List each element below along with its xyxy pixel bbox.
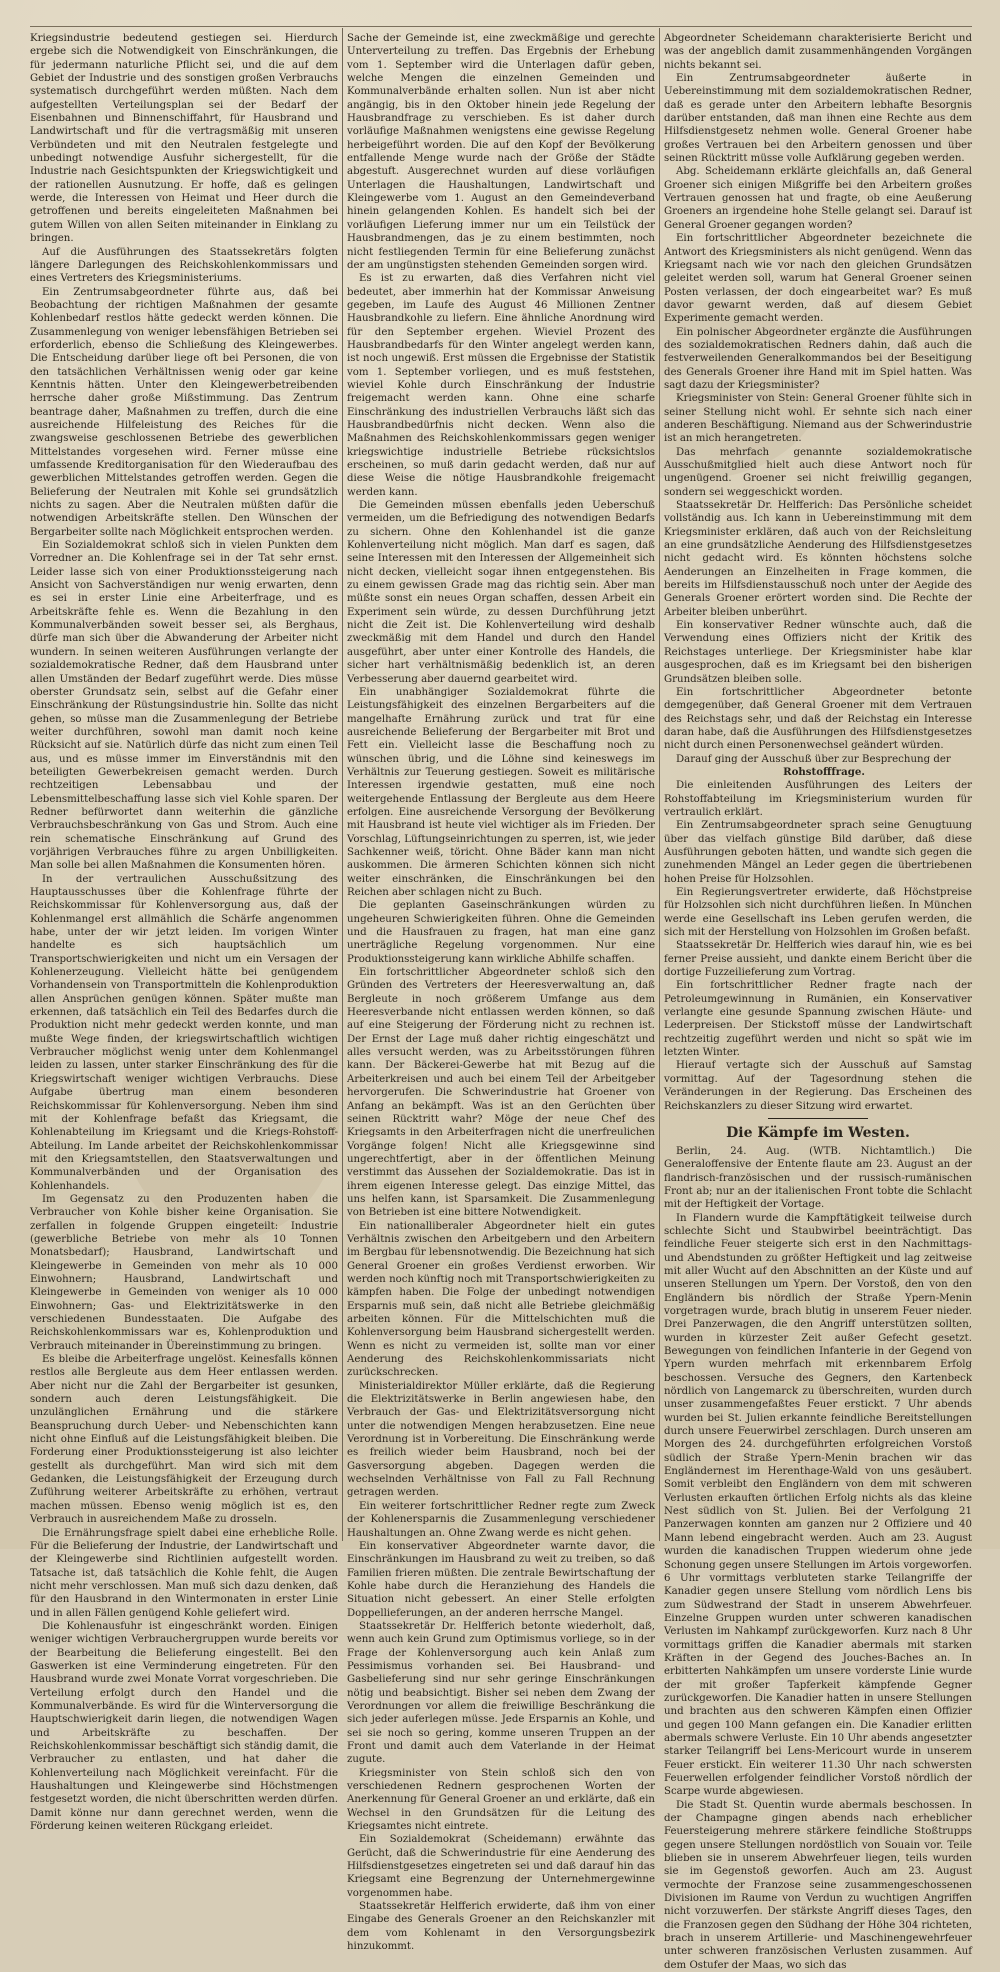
paragraph: Es bleibe die Arbeiterfrage ungelöst. Keinesfalls können restlos alle Bergleute aus dem Heer entlassen werden. Aber nicht nur die Zahl der Bergarbeiter ist gesunken, sondern auch deren Leistungsfähigkeit. Die unzulänglichen Ernährung und die stärkere Beanspruchung durch Ueber- und Nebenschichten kann nicht ohne Einfluß auf die Leistungsfähigkeit bleiben. Die Forderung einer Produktionssteigerung ist also leichter gestellt als durchgeführt. Man wird sich mit dem Gedanken, die Leistungsfähigkeit der Erzeugung durch Zuführung weiterer Arbeitskräfte zu erhöhen, vertraut machen müssen. Ebenso wenig möglich ist es, den Verbrauch in ausreichendem Maße zu drosseln. bbox=[30, 1354, 338, 1526]
paragraph: Staatssekretär Helfferich erwiderte, daß ihm von einer Eingabe des Generals Groener an den Reichskanzler mit dem vom Kohlenamt in den Versorgungsbezirk hinzukommt. bbox=[347, 1901, 655, 1953]
paragraph: Die geplanten Gaseinschränkungen würden zu ungeheuren Schwierigkeiten führen. Ohne die Gemeinden und die Hausfrauen zu fragen, hat man eine ganz unerträgliche Regelung vorgenommen. Nur eine Produktionssteigerung kann wirkliche Abhilfe schaffen. bbox=[347, 900, 655, 965]
paragraph: Ein fortschrittlicher Abgeordneter bezeichnete die Antwort des Kriegsministers als nicht genügend. Wenn das Kriegsamt nach wie vor nach den gleichen Grundsätzen geleitet werden soll, warum hat General Groener seinen Posten verlassen, der doch eingearbeitet war? Es muß davor gewarnt werden, daß auf diesem Gebiet Experimente gemacht werden. bbox=[664, 233, 972, 325]
paragraph: In Flandern wurde die Kampftätigkeit teilweise durch schlechte Sicht und Staubwirbel beeinträchtigt. Das feindliche Feuer steigerte sich erst in den Nachmittags- und Abendstunden zu größter Heftigkeit und lag zeitweise mit aller Wucht auf den Abschnitten an der Küste und auf unseren Stellungen um Ypern. Der Vorstoß, den von den Engländern bis nördlich der Straße Ypern-Menin vorgetragen wurde, brach blutig in unserem Feuer nieder. Drei Panzerwagen, die den Angriff unterstützen sollten, wurden in kürzester Zeit außer Gefecht gesetzt. Bewegungen von feindlichen Infanterie in der Gegend von Ypern wurden mehrfach mit erkennbarem Erfolg beschossen. Versuche des Gegners, den Kartenbeck nördlich von Langemarck zu überschreiten, wurden durch unser zusammengefaßtes Feuer erstickt. 7 Uhr abends wurden bei St. Julien erkannte feindliche Bereitstellungen durch unsere Feuerwirbel zerschlagen. Durch unseren am Morgen des 24. durchgeführten erfolgreichen Vorstoß südlich der Straße Ypern-Menin brachen wir das Engländernest im Herenthage-Wald von uns gesäubert. Somit verbleibt den Engländern von dem mit schweren Verlusten erkauften örtlichen Erfolg nichts als das kleine Nest südlich von St. Julien. Bei der Verfolgung 21 Panzerwagen konnten am ganzen nur 2 Offiziere und 40 Mann lebend eingebracht werden. Auch am 23. August wurden die kanadischen Truppen wiederum ohne jede Schonung gegen unsere Stellungen im Artois vorgeworfen. 6 Uhr vormittags verbluteten starke Teilangriffe der Kanadier gegen unsere Stellung vom nördlich Lens bis zum Südwestrand der Stadt in unserem Abwehrfeuer. Einzelne Gruppen wurden unter schweren kanadischen Verlusten im Nahkampf zurückgeworfen. Kurz nach 8 Uhr vormittags griffen die Kanadier abermals mit starken Kräften in der Gegend des Jouches-Baches an. In erbitterten Nahkämpfen um unsere vorderste Linie wurde der mit großer Tapferkeit kämpfende Gegner zurückgeworfen. Die Kanadier hatten in unsere Stellungen und brachten aus den schweren Kämpfen einen Offizier und gegen 100 Mann gefangen ein. Die Kanadier erlitten abermals schwere Verluste. Ein 10 Uhr abends angesetzter starker Teilangriff bei Lens-Mericourt wurde in unserem Feuer erstickt. Ein weiterer 11.30 Uhr nach schwersten Feuerwellen erfolgender feindlicher Vorstoß nördlich der Scarpe wurde abgewiesen. bbox=[664, 1212, 972, 1798]
paragraph: Ein Regierungsvertreter erwiderte, daß Höchstpreise für Holzsohlen sich nicht durchführen ließen. In München werde eine Gesellschaft ins Leben gerufen werden, die sich mit der Herstellung von Holzsohlen im Großen befaßt. bbox=[664, 887, 972, 939]
paragraph: Die Stadt St. Quentin wurde abermals beschossen. In der Champagne gingen abends nach erheblicher Feuersteigerung mehrere stärkere feindliche Stoßtrupps gegen unsere Stellungen nordöstlich von Souain vor. Teile blieben sie in unserem Abwehrfeuer liegen, teils wurden sie im Gegenstoß geworfen. Auch am 23. August vermochte der Franzose seine zusammengeschossenen Divisionen im Raume von Verdun zu wuchtigen Angriffen nicht vorzuwerfen. Der stärkste Angriff dieses Tages, den die Franzosen gegen den Südhang der Höhe 304 richteten, brach in unserem Artillerie- und Maschinengewehrfeuer unter schweren französischen Verlusten zusammen. Auf dem Ostufer der Maas, wo sich das bbox=[664, 1799, 972, 1971]
paragraph: Die Gemeinden müssen ebenfalls jeden Ueberschuß vermeiden, um die Befriedigung des notwendigen Bedarfs zu sichern. Ohne den Kohlenhandel ist die ganze Kohlenverteilung nicht möglich. Man darf es sagen, daß seine Interessen mit den Interessen der Allgemeinheit sich nicht decken, vielleicht sogar ihnen entgegenstehen. Bis zu einem gewissen Grade mag das richtig sein. Aber man müßte sonst ein neues Organ schaffen, dessen Arbeit ein Experiment sein würde, zu dessen Durchführung jetzt nicht die Zeit ist. Die Kohlenverteilung wird deshalb zweckmäßig mit dem Handel und durch den Handel ausgeführt, aber unter einer Kontrolle des Handels, die sicher hart verhältnismäßig bedenklich ist, an deren Verbesserung aber dauernd gearbeitet wird. bbox=[347, 500, 655, 685]
paragraph: Ministerialdirektor Müller erklärte, daß die Regierung die Elektrizitätswerke in Berlin angewiesen habe, den Verbrauch der Gas- und Elektrizitätsversorgung nicht unter die notwendigen Mengen herabzusetzen. Eine neue Verordnung ist in Vorbereitung. Die Einschränkung werde es freilich wieder beim Hausbrand, noch bei der Gasversorgung abgeben. Dagegen werden die wechselnden Verhältnisse von Fall zu Fall Rechnung getragen werden. bbox=[347, 1380, 655, 1499]
paragraph: Die Ernährungsfrage spielt dabei eine erhebliche Rolle. Für die Belieferung der Industrie, der Landwirtschaft und der Kleingewerbe sind Richtlinien aufgestellt worden. Tatsache ist, daß tatsächlich die Kohle fehlt, die Augen nicht mehr verschlossen. Man muß sich dazu denken, daß für den Hausbrand in den Wintermonaten in erster Linie und in allen Fällen genügend Kohle geliefert wird. bbox=[30, 1527, 338, 1619]
column-divider bbox=[342, 28, 343, 1541]
article-separator bbox=[768, 1118, 868, 1119]
article-column-2 bbox=[347, 32, 655, 1953]
paragraph: Staatssekretär Dr. Helfferich: Das Persönliche scheidet vollständig aus. Ich kann in Uebereinstimmung mit dem Kriegsminister erklären, daß auch von der Reichsleitung an eine grundsätzliche Aenderung des Hilfsdienstgesetzes nicht gedacht wird. Es könnten höchstens solche Aenderungen an Einzelheiten in Frage kommen, die bereits im Hilfsdienstausschuß noch unter der Aegide des Generals Groener erörtert worden sind. Die Rechte der Arbeiter bleiben unberührt. bbox=[664, 500, 972, 618]
paragraph: Darauf ging der Ausschuß über zur Besprechung der bbox=[676, 753, 951, 765]
paragraph: Auf die Ausführungen des Staatssekretärs folgten längere Darlegungen des Reichskohlenkommissars und eines Vertreters des Kriegsministeriums. bbox=[30, 246, 338, 285]
paragraph: Abg. Scheidemann erklärte gleichfalls an, daß General Groener sich einigen Mißgriffe bei den Arbeitern großes Vertrauen genossen hat und fragte, ob eine Aeußerung Groeners an irgendeine hohe Stelle gelangt sei. Darauf ist General Groener gegangen worden? bbox=[664, 166, 972, 231]
paragraph: Berlin, 24. Aug. (WTB. Nichtamtlich.) Die Generaloffensive der Entente flaute am 23. August an der flandrisch-französischen und der russisch-rumänischen Front ab; nur an der italienischen Front tobte die Schlacht mit der Heftigkeit der Vortage. bbox=[664, 1145, 972, 1211]
paragraph: Ein Zentrumsabgeordneter sprach seine Genugtuung über das vielfach günstige Bild darüber, daß diese Ausführungen geboten hätten, und wandte sich gegen die zunehmenden Mängel an Leder gegen die übertriebenen hohen Preise für Holzsohlen. bbox=[664, 820, 972, 885]
paragraph: Staatssekretär Dr. Helfferich betonte wiederholt, daß, wenn auch kein Grund zum Optimismus vorliege, so in der Frage der Kohlenversorgung auch kein Anlaß zum Pessimismus vorhanden sei. Bei Hausbrand- und Gasbelieferung sind nur sehr geringe Einschränkungen nötig und beabsichtigt. Bisher sei neben dem Zwang der Verordnungen vor allem die freiwillige Beschränkung die sich jeder auferlegen müsse. Jede Ersparnis an Kohle, und sei sie noch so gering, komme unseren Truppen an der Front und damit auch dem Vaterlande in der Heimat zugute. bbox=[347, 1620, 655, 1766]
section-subheading: Rohstofffrage. bbox=[783, 765, 865, 778]
paragraph: Staatssekretär Dr. Helfferich wies darauf hin, wie es bei ferner Preise aussieht, und dankte einem Bericht über die dortige Fuzzeilieferung zum Vortrag. bbox=[664, 940, 972, 979]
paragraph: Ein konservativer Redner wünschte auch, daß die Verwendung eines Offiziers nicht der Kritik des Reichstages unterliege. Der Kriegsminister habe klar ausgesprochen, daß es im Kriegsamt bei den bisherigen Grundsätzen bleiben solle. bbox=[664, 620, 972, 685]
paragraph: Ein fortschrittlicher Abgeordneter schloß sich den Gründen des Vertreters der Heeresverwaltung an, daß Bergleute in noch größerem Umfange aus dem Heeresverbande nicht entlassen werden können, so daß auf eine Steigerung der Förderung nicht zu rechnen ist. Der Ernst der Lage muß daher richtig eingeschätzt und alles versucht werden, was zu Arbeitsstörungen führen kann. Der Bäckerei-Gewerbe hat mit Bezug auf die Arbeiterkreisen und auch bei einem Teil der Arbeitgeber hervorgerufen. Die Schwerindustrie hat Groener von Anfang an bekämpft. Was ist an den Gerüchten über seinen Rücktritt wahr? Möge der neue Chef des Kriegsamts in den Arbeiterfragen nicht die unerfreulichen Vorgänge folgen! Nicht alle Kriegsgewinne sind ungerechtfertigt, aber in der öffentlichen Meinung verstimmt das Aussehen der Sozialdemokratie. Das ist in ihrem eigenen Interesse gelegt. Das einzige Mittel, das uns helfen kann, ist Sparsamkeit. Die Zusammenlegung von Betrieben ist eine bittere Notwendigkeit. bbox=[347, 967, 655, 1219]
paragraph: Ein fortschrittlicher Redner fragte nach der Petroleumgewinnung in Rumänien, ein Konservativer verlangte eine gesunde Spannung zwischen Häute- und Lederpreisen. Der Stickstoff müsse der Landwirtschaft rechtzeitig zugeführt werden und nicht so spät wie im letzten Winter. bbox=[664, 980, 972, 1059]
paragraph: Das mehrfach genannte sozialdemokratische Ausschußmitglied hielt auch diese Antwort noch für ungenügend. Groener sei nicht freiwillig gegangen, sondern sei weggeschickt worden. bbox=[664, 446, 972, 498]
paragraph: Ein konservativer Abgeordneter warnte davor, die Einschränkungen im Hausbrand zu weit zu treiben, so daß Familien frieren müßten. Die zentrale Bewirtschaftung der Kohle habe durch die Heranziehung des Handels die Situation nicht gebessert. An einer Stelle erfolgten Doppellieferungen, an der anderen herrsche Mangel. bbox=[347, 1540, 655, 1619]
column-divider bbox=[659, 28, 660, 1541]
paragraph: Ein Zentrumsabgeordneter äußerte in Uebereinstimmung mit dem sozialdemokratischen Redner, daß es gerade unter den Arbeitern lebhafte Besorgnis darüber entstanden, daß man ihnen eine Rechte aus dem Hilfsdienstgesetz nehmen wolle. General Groener habe großes Vertrauen bei den Arbeitern genossen und über seinen Rücktritt müsse volle Aufklärung gegeben werden. bbox=[664, 73, 972, 165]
paragraph: Ein polnischer Abgeordneter ergänzte die Ausführungen des sozialdemokratischen Redners dahin, daß auch die festverweilenden Generalkommandos bei der Beseitigung des Generals Groener ihre Hand mit im Spiel hatten. Was sagt dazu der Kriegsminister? bbox=[664, 326, 972, 391]
paragraph: Ein fortschrittlicher Abgeordneter betonte demgegenüber, daß General Groener mit dem Vertrauen des Reichstags sehr, und daß der Reichstag ein Interesse daran habe, daß die Ausführungen des Hilfsdienstgesetzes nicht durch einen Personenwechsel geändert würden. bbox=[664, 686, 972, 752]
paragraph: Kriegsminister von Stein: General Groener fühlte sich in seiner Stellung nicht wohl. Er sehnte sich nach einer anderen Beschäftigung. Niemand aus der Schwerindustrie ist an mich herangetreten. bbox=[664, 393, 972, 445]
article-column-1 bbox=[30, 32, 338, 1833]
article-headline: Die Kämpfe im Westen. bbox=[726, 1124, 910, 1141]
paragraph: Ein Sozialdemokrat (Scheidemann) erwähnte das Gerücht, daß die Schwerindustrie für eine Aenderung des Hilfsdienstgesetzes eingetreten sei und daß darauf hin das Kriegsamt eine Begrenzung der Unternehmergewinne vorgenommen habe. bbox=[347, 1834, 655, 1899]
paragraph: Ein weiterer fortschrittlicher Redner regte zum Zweck der Kohlenersparnis die Zusammenlegung verschiedener Haushaltungen an. Ohne Zwang werde es nicht gehen. bbox=[347, 1500, 655, 1539]
paragraph: Die Kohlenausfuhr ist eingeschränkt worden. Einigen weniger wichtigen Verbrauchergruppen wurde bereits vor der Bearbeitung die Belieferung eingestellt. Bei den Gaswerken ist eine Verminderung eingetreten. Für den Hausbrand wurde zwei Monate Vorrat vorgeschrieben. Die Verteilung erfolgt durch den Handel und die Kommunalverbände. Es wird für die Winterversorgung die Hauptschwierigkeit darin liegen, die notwendigen Wagen und Arbeitskräfte zu beschaffen. Der Reichskohlenkommissar beschäftigt sich ständig damit, die Verbraucher zu entlasten, und hat daher die Kohlenverteilung nach Möglichkeit vereinfacht. Für die Haushaltungen und Kleingewerbe sind Höchstmengen festgesetzt worden, die nicht überschritten werden dürfen. Damit könne nur dann gerechnet werden, wenn die Förderung keinen weiteren Rückgang erleidet. bbox=[30, 1620, 338, 1833]
paragraph: Ein Sozialdemokrat schloß sich in vielen Punkten dem Vorredner an. Die Kohlenfrage sei in der Tat sehr ernst. Leider lasse sich von einer Produktionssteigerung nach Ansicht von Sachverständigen nur wenig erwarten, denn es sei in erster Linie eine Arbeiterfrage, und es Arbeitskräfte fehle es. Wenn die Bezahlung in den Kommunalverbänden soweit besser sei, als Berghaus, dürfe man sich über die Abwanderung der Arbeiter nicht wundern. In seinen weiteren Ausführungen verlangte der sozialdemokratische Redner, daß dem Hausbrand unter allen Umständen der Bedarf zugeführt werde. Dies müsse oberster Grundsatz sein, selbst auf die Gefahr einer Einschränkung der Rüstungsindustrie hin. Sollte das nicht gehen, so müsse man die Zusammenlegung der Betriebe weiter durchführen, sowohl man damit noch keine Rücksicht auf sie. Natürlich dürfe das nicht zum einen Teil aus, und es müsse immer im Einverständnis mit den beteiligten Gewerbekreisen gemacht werden. Durch rechtzeitigen Lebensabbau und der Lebensmittelbeschaffung lasse sich viel Kohle sparen. Der Redner befürwortet dann weiterhin die gänzliche Verbrauchsbeschränkung von Gas und Strom. Auch eine rein schematische Einschränkung auf Grund des vorjährigen Verbrauches führe zu argen Unbilligkeiten. Man solle bei allen Maßnahmen die Konsumenten hören. bbox=[30, 540, 338, 872]
paragraph: Ein unabhängiger Sozialdemokrat führte die Leistungsfähigkeit des einzelnen Bergarbeiters auf die mangelhafte Ernährung zurück und trat für eine ausreichende Belieferung der Bergarbeiter mit Brot und Fett ein. Vielleicht lasse die Beschaffung noch zu wünschen übrig, und die Löhne sind keineswegs im Verhältnis zur Teuerung gestiegen. Soweit es militärische Interessen irgendwie gestatten, muß eine noch weitergehende Entlassung der Bergleute aus dem Heere erfolgen. Eine ausreichende Versorgung der Bevölkerung mit Hausbrand ist heute viel wichtiger als im Frieden. Der Vorschlag, Lüftungseinrichtungen zu sperren, ist, wie jeder Sachkenner weiß, töricht. Ohne Bäder kann man nicht auskommen. Die ärmeren Schichten können sich nicht weiter einschränken, die Einschränkungen bei den Reichen aber schlagen nicht zu Buch. bbox=[347, 686, 655, 898]
paragraph: Sache der Gemeinde ist, eine zweckmäßige und gerechte Unterverteilung zu treffen. Das Ergebnis der Erhebung vom 1. September wird die Unterlagen dafür geben, welche Mengen die einzelnen Gemeinden und Kommunalverbände erhalten sollen. Nun ist aber nicht angängig, bis in den Oktober hinein jede Regelung der Hausbrandfrage zu verschieben. Es ist daher durch vorläufige Maßnahmen wenigstens eine gewisse Regelung herbeigeführt worden. Die auf den Kopf der Bevölkerung entfallende Menge wurde nach der Größe der Städte abgestuft. Ausgerechnet wurden auf diese vorläufigen Unterlagen die Haushaltungen, Landwirtschaft und Kleingewerbe vom 1. August an den Gemeindeverband hinein gelangenden Kohlen. Es handelt sich bei der vorläufigen Lieferung immer nur um ein Teilstück der Hausbrandmengen, das je zu einem bestimmten, noch nicht festliegenden Termin für eine Belieferung zunächst der am ungünstigsten stehenden Gemeinden sorgen wird. bbox=[347, 33, 655, 271]
top-rule bbox=[30, 26, 972, 27]
paragraph: Kriegsminister von Stein schloß sich den von verschiedenen Rednern gesprochenen Worten der Anerkennung für General Groener an und erklärte, daß ein Wechsel in den Grundsätzen für die Leitung des Kriegsamtes nicht eintrete. bbox=[347, 1767, 655, 1833]
paragraph: Die einleitenden Ausführungen des Leiters der Rohstoffabteilung im Kriegsministerium wurden für vertraulich erklärt. bbox=[664, 780, 972, 818]
paragraph: Abgeordneter Scheidemann charakterisierte Bericht und was der angeblich damit zusammenhängenden Vorgängen nichts bekannt sei. bbox=[664, 33, 972, 71]
paragraph: Hierauf vertagte sich der Ausschuß auf Samstag vormittag. Auf der Tagesordnung stehen die Veränderungen in der Regierung. Das Erscheinen des Reichskanzlers zu dieser Sitzung wird erwartet. bbox=[664, 1060, 972, 1112]
paragraph: Ein Zentrumsabgeordneter führte aus, daß bei Beobachtung der richtigen Maßnahmen der gesamte Kohlenbedarf restlos hätte gedeckt werden können. Die Zusammenlegung von weniger lebensfähigen Betrieben sei erforderlich, ebenso die Schließung des Kleingewerbes. Die Entscheidung darüber liege oft bei Personen, die von den tatsächlichen Verhältnissen wenig oder gar keine Kenntnis hätten. Unter den Kleingewerbetreibenden herrsche daher große Mißstimmung. Das Zentrum beantrage daher, Maßnahmen zu treffen, durch die eine ausreichende Hilfeleistung des Reiches für die zwangsweise geschlossenen Betriebe des gewerblichen Mittelstandes vorgesehen wird. Ferner müsse eine umfassende Kreditorganisation für den Wiederaufbau des gewerblichen Mittelstandes getroffen werden. Gegen die Belieferung der Neutralen mit Kohle sei grundsätzlich nichts zu sagen. Aber die Neutralen müßten dafür die notwendigen Arbeitskräfte stellen. Den Wünschen der Bergarbeiter sollte nach Möglichkeit entsprochen werden. bbox=[30, 286, 338, 538]
paragraph: Es ist zu erwarten, daß dies Verfahren nicht viel bedeutet, aber immerhin hat der Kommissar Anweisung gegeben, im Laufe des August 46 Millionen Zentner Hausbrandkohle zu liefern. Eine ähnliche Anordnung wird für den September ergehen. Wieviel Prozent des Hausbrandbedarfs für den Winter angelegt werden kann, ist noch ungewiß. Erst müssen die Ergebnisse der Statistik vom 1. September vorliegen, und es muß feststehen, wieviel Kohle durch Einschränkung der Industrie freigemacht werden kann. Ohne eine scharfe Einschränkung des industriellen Verbrauchs läßt sich das Hausbrandbedürfnis nicht decken. Wenn also die Maßnahmen des Reichskohlenkommissars gegen weniger kriegswichtige industrielle Betriebe rücksichtslos erscheinen, so muß darin gedacht werden, daß nur auf diese Weise die nötige Hausbrandkohle freigemacht werden kann. bbox=[347, 273, 655, 498]
paragraph: In der vertraulichen Ausschußsitzung des Hauptausschusses über die Kohlenfrage führte der Reichskommissar für Kohlenversorgung aus, daß der Kohlenmangel erst allmählich die Schärfe angenommen habe, unter der wir jetzt leiden. Im vorigen Winter handelte es sich hauptsächlich um Transportschwierigkeiten und nicht um ein Versagen der Kohlenerzeugung. Vielleicht hätte bei genügendem Vorhandensein von Transportmitteln die Kohlenproduktion allen Ansprüchen genügen können. Später mußte man erkennen, daß tatsächlich ein Teil des Bedarfes durch die Produktion nicht mehr gedeckt werden konnte, und man mußte Wege finden, der kriegswirtschaftlich wichtigen Verbraucher möglichst wenig unter dem Kohlenmangel leiden zu lassen, unter starker Einschränkung des für die Kriegswirtschaft weniger wichtigen Verbrauchs. Diese Aufgabe übertrug man einem besonderen Reichskommissar für Kohlenversorgung. Neben ihm sind mit der Kohlenfrage befaßt das Kriegsamt, die Kohlenabteilung im Kriegsamt und die Kriegs-Rohstoff-Abteilung. Im Lande arbeitet der Reichskohlenkommissar mit den Kriegsamtstellen, den Staatsverwaltungen und Kommunalverbänden und der Organisation des Kohlenhandels. bbox=[30, 873, 338, 1192]
article-column-3 bbox=[664, 32, 972, 1971]
paragraph: Ein nationalliberaler Abgeordneter hielt ein gutes Verhältnis zwischen den Arbeitgebern und den Arbeitern im Bergbau für lebensnotwendig. Die Bezeichnung hat sich General Groener ein großes Verdienst erworben. Wir werden noch künftig noch mit Transportschwierigkeiten zu kämpfen haben. Die Folge der unbedingt notwendigen Ersparnis muß sein, daß nicht alle Betriebe gleichmäßig arbeiten können. Für die Mittelschichten muß die Kohlenversorgung beim Hausbrand sichergestellt werden. Wenn es nicht zu vermeiden ist, sollte man vor einer Aenderung des Reichskohlenkommissariats nicht zurückschrecken. bbox=[347, 1220, 655, 1379]
paragraph: Im Gegensatz zu den Produzenten haben die Verbraucher von Kohle bisher keine Organisation. Sie zerfallen in folgende Gruppen eingeteilt: Industrie (gewerbliche Betriebe von mehr als 10 Tonnen Monatsbedarf); Hausbrand, Landwirtschaft und Kleingewerbe in Gemeinden von mehr als 10 000 Einwohnern; Hausbrand, Landwirtschaft und Kleingewerbe in Gemeinden von weniger als 10 000 Einwohnern; Gas- und Elektrizitätswerke in den verschiedenen Bundesstaaten. Die Aufgabe des Reichskohlenkommissars war es, Kohlenproduktion und Verbrauch miteinander in Übereinstimmung zu bringen. bbox=[30, 1193, 338, 1352]
paragraph: Kriegsindustrie bedeutend gestiegen sei. Hierdurch ergebe sich die Notwendigkeit von Einschränkungen, die für jedermann naturliche Pflicht sei, und die auf dem Gebiet der Industrie und des sonstigen großen Verbrauchs systematisch durchgeführt werden müßten. Nach dem aufgestellten Verteilungsplan sei der Bedarf der Eisenbahnen und Binnenschiffahrt, für Hausbrand und Landwirtschaft und für die vertragsmäßig mit unseren Verbündeten und mit den Neutralen festgelegte und unbedingt notwendige Ausfuhr sichergestellt, für die Industrie nach Gesichtspunkten der Kriegswichtigkeit und der rationellen Ausnutzung. Er hoffe, daß es gelingen werde, die Interessen von Heimat und Heer durch die getroffenen und bereits eingeleiteten Maßnahmen bei gutem Willen von allen Seiten miteinander in Einklang zu bringen. bbox=[30, 33, 338, 245]
